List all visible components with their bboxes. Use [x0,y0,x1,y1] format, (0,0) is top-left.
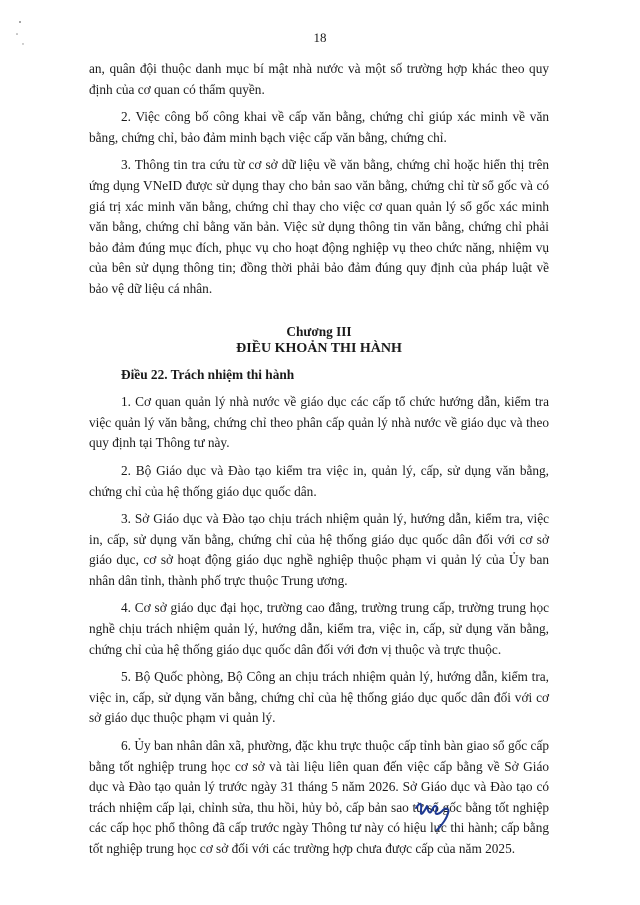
document-body [89,59,549,867]
article-item-6: 6. Ủy ban nhân dân xã, phường, đặc khu trực thuộc cấp tỉnh bàn giao sổ gốc cấp bằng tốt nghiệp trung học cơ sở và tài liệu liên quan đến việc cấp bằng về Sở Giáo dục và Đào tạo quản lý trước ngày 31 tháng 5 năm 2026. Sở Giáo dục và Đào tạo có trách nhiệm cấp lại, chỉnh sửa, thu hồi, hủy bỏ, cấp bản sao từ sổ gốc bằng tốt nghiệp các cấp học phổ thông đã cấp trước ngày Thông tư này có hiệu lực thi hành; cấp bằng tốt nghiệp trung học cơ sở đối với các trường hợp chưa được cấp của năm 2025. [89,738,549,856]
article-item-1: 1. Cơ quan quản lý nhà nước về giáo dục các cấp tổ chức hướng dẫn, kiểm tra việc quản lý văn bằng, chứng chỉ theo phân cấp quản lý nhà nước về giáo dục và theo quy định tại Thông tư này. [89,394,549,451]
article-item-2: 2. Bộ Giáo dục và Đào tạo kiểm tra việc in, quản lý, cấp, sử dụng văn bằng, chứng chỉ của hệ thống giáo dục quốc dân. [89,462,549,499]
chapter-title: Chương III [286,323,352,339]
article-item-5: 5. Bộ Quốc phòng, Bộ Công an chịu trách nhiệm quản lý, hướng dẫn, kiểm tra, việc in, cấp, sử dụng văn bằng, chứng chỉ của hệ thống giáo dục quốc dân đối với cơ sở giáo dục thuộc phạm vi quản lý. [89,669,549,726]
chapter-header [89,323,549,357]
article-heading: Điều 22. Trách nhiệm thi hành [121,366,295,382]
article-item-3: 3. Sở Giáo dục và Đào tạo chịu trách nhiệm quản lý, hướng dẫn, kiểm tra, việc in, cấp, sử dụng văn bằng, chứng chỉ của hệ thống giáo dục quốc dân đối với cơ sở giáo dục, cơ sở hoạt động giáo dục nghề nghiệp thuộc phạm vi quản lý của Ủy ban nhân dân tỉnh, thành phố trực thuộc Trung ương. [89,511,549,588]
paragraph-item-2: 2. Việc công bố công khai về cấp văn bằng, chứng chỉ giúp xác minh về văn bằng, chứng chỉ, bảo đảm minh bạch việc cấp văn bằng, chứng chỉ. [89,109,549,145]
handwritten-initial-signature [413,798,457,832]
article-item-4: 4. Cơ sở giáo dục đại học, trường cao đẳng, trường trung cấp, trường trung học nghề chịu trách nhiệm quản lý, hướng dẫn, kiểm tra, việc in, cấp, sử dụng văn bằng, chứng chỉ của hệ thống giáo dục quốc dân đối với đơn vị thuộc và trực thuộc. [89,600,549,657]
paragraph-item-3: 3. Thông tin tra cứu từ cơ sở dữ liệu về văn bằng, chứng chỉ hoặc hiển thị trên ứng dụng VNeID được sử dụng thay cho bản sao văn bằng, chứng chỉ từ sổ gốc và có giá trị xác minh văn bằng, chứng chỉ thay cho việc cơ quan quản lý sổ gốc xác minh văn bằng, chứng chỉ bằng văn bản. Việc sử dụng thông tin văn bằng, chứng chỉ phải bảo đảm đúng mục đích, phục vụ cho hoạt động nghiệp vụ theo chức năng, nhiệm vụ của bên sử dụng thông tin; đồng thời phải bảo đảm đúng quy định của pháp luật về bảo vệ dữ liệu cá nhân. [89,157,549,296]
chapter-heading: ĐIỀU KHOẢN THI HÀNH [236,340,402,356]
paragraph-continuation: an, quân đội thuộc danh mục bí mật nhà nước và một số trường hợp khác theo quy định của cơ quan có thẩm quyền. [89,61,549,97]
page-number: 18 [313,30,327,45]
